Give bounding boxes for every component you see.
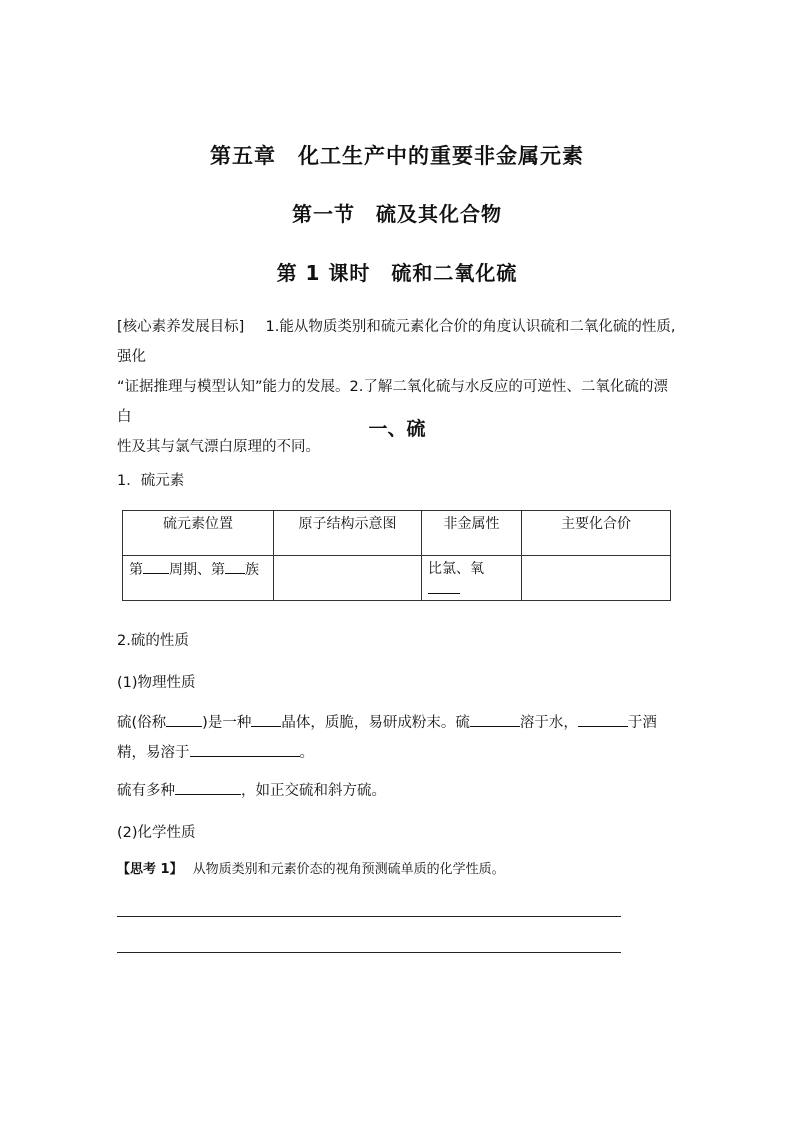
sulfur-element-table [122,510,671,601]
goals-label: [核心素养发展目标] [117,319,245,335]
think-label: 【思考 1】 [117,862,183,877]
water-solubility-blank[interactable] [470,711,520,727]
chapter-title: 第五章 化工生产中的重要非金属元素 [210,144,584,168]
think-question [117,858,505,877]
valence-cell[interactable] [522,556,671,601]
physical-title: (1)物理性质 [117,675,196,691]
physical-text: 。 [299,745,314,761]
color-blank[interactable] [251,711,281,727]
table-row [123,556,671,601]
table-header: 主要化合价 [522,511,671,556]
item2-title: 2.硫的性质 [117,633,189,649]
physical-text: 晶体，质脆，易研成粉末。硫 [281,715,470,731]
goals-text-1: 1.能从物质类别和硫元素化合价的角度认识硫和二氧化硫的性质,强化 [117,319,676,365]
position-text-2: 周期、第 [169,562,225,578]
period-blank[interactable] [143,558,169,574]
answer-line[interactable] [117,952,621,953]
nonmetal-blank[interactable] [428,578,460,594]
group-blank[interactable] [225,558,245,574]
physical-line-1 [117,708,682,738]
item1-title: 1．硫元素 [117,473,185,489]
table-header: 非金属性 [422,511,522,556]
physical-text: 溶于水， [519,715,578,731]
solvent-blank[interactable] [190,741,300,757]
physical-text: )是一种 [202,715,252,731]
allotrope-text: ，如正交硫和斜方硫。 [241,783,386,799]
physical-text: 于酒 [627,715,657,731]
structure-cell[interactable] [274,556,422,601]
allotrope-line [117,776,386,806]
nonmetal-text: 比氯、氧 [428,561,484,577]
answer-line[interactable] [117,916,621,917]
lesson-title: 第 1 课时 硫和二氧化硫 [276,261,518,285]
section-title: 第一节 硫及其化合物 [292,202,502,226]
chemical-title: (2)化学性质 [117,825,196,841]
allotrope-text: 硫有多种 [117,783,175,799]
table-header: 原子结构示意图 [274,511,422,556]
common-name-blank[interactable] [166,711,202,727]
table-header-row [123,511,671,556]
position-cell [123,556,274,601]
physical-text: 硫(俗称 [117,715,167,731]
physical-text: 精，易溶于 [117,745,190,761]
goals-line-2: “证据推理与模型认知”能力的发展。2.了解二氧化硫与水反应的可逆性、二氧化硫的漂白 [117,379,668,425]
physical-properties [117,708,682,768]
part-title: 一、硫 [368,418,426,440]
allotrope-blank[interactable] [175,779,241,795]
think-text: 从物质类别和元素价态的视角预测硫单质的化学性质。 [192,862,505,877]
physical-line-2 [117,738,682,768]
alcohol-solubility-blank[interactable] [578,711,628,727]
goals-line-1 [117,312,679,372]
table-header: 硫元素位置 [123,511,274,556]
nonmetal-cell [422,556,522,601]
position-text-3: 族 [245,562,259,578]
goals-line-3: 性及其与氯气漂白原理的不同。 [117,439,320,455]
position-text-1: 第 [129,562,143,578]
